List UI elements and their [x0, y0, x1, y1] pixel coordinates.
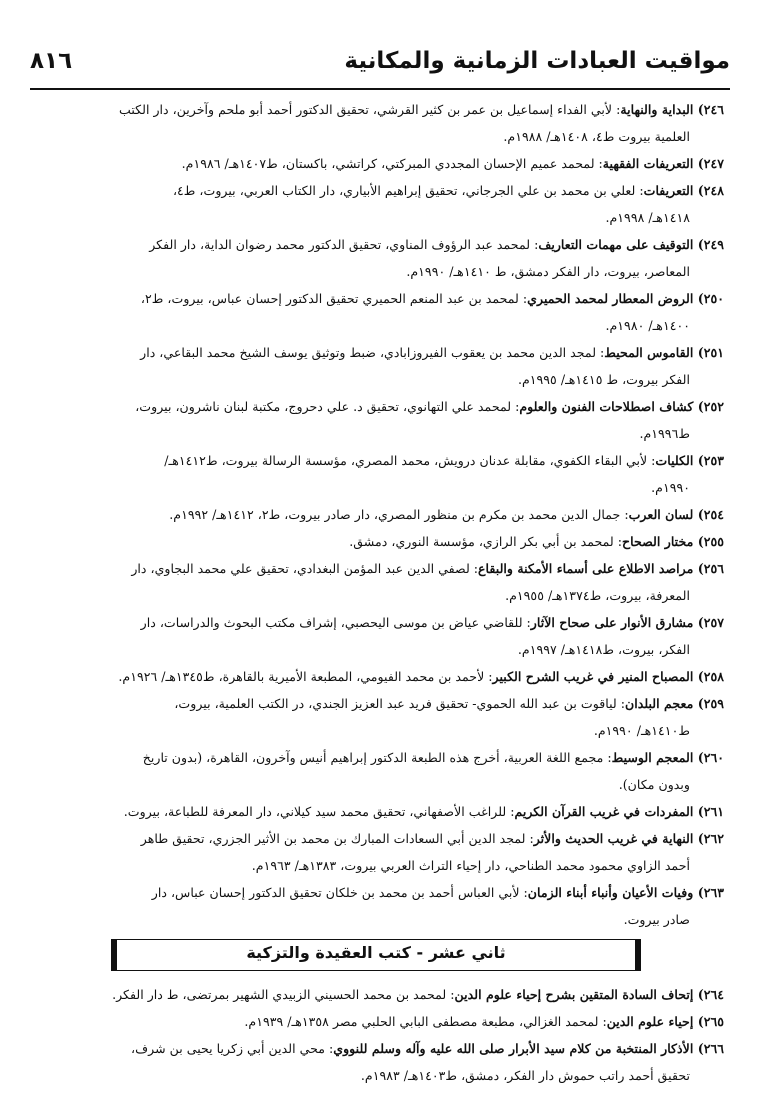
entry-title: القاموس المحيط: [604, 345, 698, 360]
entry-text: : محي الدين أبي زكريا يحيى بن شرف،: [131, 1041, 334, 1056]
entry-number: ٢٥٩): [697, 696, 724, 711]
entry-first-line: [174, 696, 724, 711]
entry-continuation: العلمية بيروت ط٤، ١٤٠٨هـ/ ١٩٨٨م.: [503, 129, 690, 144]
entry-text: : للراغب الأصفهاني، تحقيق محمد سيد كيلاني، دار المعرفة للطباعة، بيروت.: [123, 804, 515, 819]
entry-title: التعريفات الفقهية: [602, 156, 698, 171]
entry-number: ٢٦١): [697, 804, 724, 819]
entry-continuation: ط١٤١٠هـ/ ١٩٩٠م.: [593, 723, 690, 738]
page-number: ٨١٦: [30, 48, 73, 74]
entry-number: ٢٥٨): [697, 669, 724, 684]
entry-first-line: [112, 987, 724, 1002]
bibliography-group-lexicons: [28, 96, 724, 933]
entry-first-line: [124, 804, 724, 819]
entry-number: ٢٤٦): [697, 102, 724, 117]
entry-text: : لأبي العباس أحمد بن محمد بن خلكان تحقيق الدكتور إحسان عباس، دار: [151, 885, 528, 900]
bibliography-entry: [28, 744, 724, 798]
entry-number: ٢٦٤): [697, 987, 724, 1002]
entry-text: : لمحمد علي التهانوي، تحقيق د. علي دحروج، مكتبة لبنان ناشرون، بيروت،: [135, 399, 520, 414]
bibliography-entry: [28, 1035, 724, 1089]
bibliography-list: [28, 96, 724, 1089]
entry-title: وفيات الأعيان وأنباء أبناء الزمان: [527, 885, 698, 900]
entry-number: ٢٤٨): [697, 183, 724, 198]
entry-text: : لمحمد بن عبد المنعم الحميري تحقيق الدكتور إحسان عباس، بيروت، ط٢،: [140, 291, 528, 306]
entry-text: : لصفي الدين عبد المؤمن البغدادي، تحقيق علي محمد البجاوي، دار: [131, 561, 479, 576]
entry-text: : لمجد الدين أبي السعادات المبارك بن محمد بن الأثير الجزري، تحقيق طاهر: [140, 831, 534, 846]
entry-text: : لياقوت بن عبد الله الحموي- تحقيق فريد عبد العزيز الجندي، در الكتب العلمية، بيروت،: [174, 696, 625, 711]
entry-title: المصباح المنير في غريب الشرح الكبير: [492, 669, 698, 684]
entry-first-line: [143, 750, 724, 765]
entry-title: مختار الصحاح: [622, 534, 698, 549]
entry-text: : جمال الدين محمد بن مكرم بن منظور المصري، دار صادر بيروت، ط٢، ١٤١٢هـ/ ١٩٩٢م.: [169, 507, 629, 522]
bibliography-entry: [28, 609, 724, 663]
section-heading-box: [116, 939, 636, 971]
entry-number: ٢٥٧): [697, 615, 724, 630]
entry-first-line: [349, 534, 724, 549]
entry-text: : لمحمد بن أبي بكر الرازي، مؤسسة النوري، دمشق.: [349, 534, 623, 549]
entry-title: التعريفات: [643, 183, 698, 198]
entry-first-line: [182, 156, 724, 171]
entry-number: ٢٦٥): [697, 1014, 724, 1029]
entry-number: ٢٤٩): [697, 237, 724, 252]
entry-number: ٢٥٤): [697, 507, 724, 522]
entry-title: لسان العرب: [628, 507, 698, 522]
entry-first-line: [141, 615, 724, 630]
entry-text: : للقاضي عياض بن موسى اليحصبي، إشراف مكتب البحوث والدراسات، دار: [140, 615, 531, 630]
entry-first-line: [169, 507, 724, 522]
entry-title: الروض المعطار لمحمد الحميري: [527, 291, 698, 306]
entry-title: التوقيف على مهمات التعاريف: [538, 237, 698, 252]
entry-first-line: [152, 885, 724, 900]
entry-text: : لعلي بن محمد بن علي الجرجاني، تحقيق إبراهيم الأبياري، دار الكتاب العربي، بيروت، ط٤،: [172, 183, 644, 198]
entry-first-line: [149, 237, 724, 252]
bibliography-entry: [28, 339, 724, 393]
entry-continuation: ط١٩٩٦م.: [639, 426, 690, 441]
entry-title: إحياء علوم الدين: [606, 1014, 698, 1029]
page-header: [30, 44, 730, 90]
section-heading: ثاني عشر - كتب العقيدة والتزكية: [246, 943, 506, 962]
entry-continuation: صادر بيروت.: [623, 912, 690, 927]
entry-number: ٢٥٢): [697, 399, 724, 414]
entry-number: ٢٥٠): [697, 291, 724, 306]
bibliography-group-creed: [28, 981, 724, 1089]
entry-continuation: تحقيق أحمد راتب حموش دار الفكر، دمشق، ط١٤٠٣هـ/ ١٩٨٣م.: [360, 1068, 690, 1083]
entry-text: : لمحمد الغزالي، مطبعة مصطفى البابي الحلبي مصر ١٣٥٨هـ/ ١٩٣٩م.: [244, 1014, 607, 1029]
bibliography-entry: [28, 285, 724, 339]
bibliography-entry: [28, 501, 724, 528]
entry-number: ٢٤٧): [697, 156, 724, 171]
entry-first-line: [141, 291, 724, 306]
entry-title: مشارق الأنوار على صحاح الآثار: [530, 615, 698, 630]
bibliography-entry: [28, 981, 724, 1008]
entry-title: المفردات في غريب القرآن الكريم: [514, 804, 698, 819]
entry-title: مراصد الاطلاع على أسماء الأمكنة والبقاع: [478, 561, 698, 576]
entry-continuation: ١٩٩٠م.: [651, 480, 690, 495]
entry-first-line: [244, 1014, 724, 1029]
entry-first-line: [131, 561, 724, 576]
entry-text: : لأحمد بن محمد الفيومي، المطبعة الأميرية بالقاهرة، ط١٣٤٥هـ/ ١٩٢٦م.: [118, 669, 493, 684]
entry-continuation: الفكر، بيروت، ط١٤١٨هـ/ ١٩٩٧م.: [517, 642, 690, 657]
entry-continuation: ١٤٠٠هـ/ ١٩٨٠م.: [605, 318, 690, 333]
entry-continuation: المعاصر، بيروت، دار الفكر دمشق، ط ١٤١٠هـ/ ١٩٩٠م.: [406, 264, 690, 279]
entry-first-line: [140, 345, 724, 360]
bibliography-entry: [28, 231, 724, 285]
bibliography-entry: [28, 555, 724, 609]
entry-title: الأذكار المنتخبة من كلام سيد الأبرار صلى الله عليه وآله وسلم للنووي: [333, 1041, 698, 1056]
bibliography-entry: [28, 96, 724, 150]
bibliography-entry: [28, 177, 724, 231]
entry-continuation: ١٤١٨هـ/ ١٩٩٨م.: [605, 210, 690, 225]
entry-text: : لمجد الدين محمد بن يعقوب الفيروزابادي، ضبط وتوثيق يوسف الشيخ محمد البقاعي، دار: [140, 345, 605, 360]
entry-continuation: وبدون مكان).: [618, 777, 690, 792]
entry-number: ٢٥٦): [697, 561, 724, 576]
entry-title: المعجم الوسيط: [611, 750, 698, 765]
entry-continuation: المعرفة، بيروت، ط١٣٧٤هـ/ ١٩٥٥م.: [505, 588, 690, 603]
entry-text: : لمحمد عميم الإحسان المجددي المبركتي، كراتشي، باكستان، ط١٤٠٧هـ/ ١٩٨٦م.: [181, 156, 603, 171]
bibliography-entry: [28, 447, 724, 501]
entry-number: ٢٦٦): [697, 1041, 724, 1056]
entry-first-line: [118, 669, 724, 684]
bibliography-entry: [28, 150, 724, 177]
entry-number: ٢٥٣): [697, 453, 724, 468]
entry-first-line: [131, 1041, 724, 1056]
entry-title: الكليات: [655, 453, 698, 468]
entry-continuation: أحمد الزاوي محمود محمد الطناحي، دار إحياء التراث العربي بيروت، ١٣٨٣هـ/ ١٩٦٣م.: [251, 858, 690, 873]
bibliography-entry: [28, 393, 724, 447]
entry-first-line: [135, 399, 724, 414]
entry-number: ٢٦٠): [697, 750, 724, 765]
entry-text: : لمحمد بن محمد الحسيني الزبيدي الشهير بمرتضى، ط دار الفكر.: [112, 987, 455, 1002]
entry-text: : لأبي البقاء الكفوي، مقابلة عدنان درويش، محمد المصري، مؤسسة الرسالة بيروت، ط١٤١٢هـ/: [164, 453, 656, 468]
entry-text: : لمحمد عبد الرؤوف المناوي، تحقيق الدكتور محمد رضوان الداية، دار الفكر: [149, 237, 539, 252]
entry-title: النهاية في غريب الحديث والأثر: [533, 831, 698, 846]
bibliography-entry: [28, 690, 724, 744]
bibliography-entry: [28, 879, 724, 933]
entry-first-line: [141, 831, 724, 846]
entry-title: معجم البلدان: [624, 696, 698, 711]
bibliography-entry: [28, 663, 724, 690]
entry-first-line: [119, 102, 724, 117]
entry-continuation: الفكر بيروت، ط ١٤١٥هـ/ ١٩٩٥م.: [517, 372, 690, 387]
entry-text: : لأبي الفداء إسماعيل بن عمر بن كثير القرشي، تحقيق الدكتور أحمد أبو ملحم وآخرين، دار الكتب: [118, 102, 621, 117]
entry-number: ٢٥١): [697, 345, 724, 360]
section-bar-right: [636, 939, 641, 971]
entry-first-line: [173, 183, 724, 198]
entry-number: ٢٥٥): [697, 534, 724, 549]
entry-title: كشاف اصطلاحات الفنون والعلوم: [519, 399, 698, 414]
bibliography-entry: [28, 798, 724, 825]
entry-number: ٢٦٢): [697, 831, 724, 846]
entry-first-line: [164, 453, 724, 468]
bibliography-entry: [28, 825, 724, 879]
entry-title: إتحاف السادة المتقين بشرح إحياء علوم الدين: [454, 987, 698, 1002]
bibliography-entry: [28, 1008, 724, 1035]
running-title: مواقيت العبادات الزمانية والمكانية: [344, 48, 730, 74]
entry-title: البداية والنهاية: [620, 102, 698, 117]
entry-number: ٢٦٣): [697, 885, 724, 900]
section-bar-left: [111, 939, 116, 971]
entry-text: : مجمع اللغة العربية، أخرج هذه الطبعة الدكتور إبراهيم أنيس وآخرون، القاهرة، (بدون تاريخ: [142, 750, 612, 765]
bibliography-entry: [28, 528, 724, 555]
